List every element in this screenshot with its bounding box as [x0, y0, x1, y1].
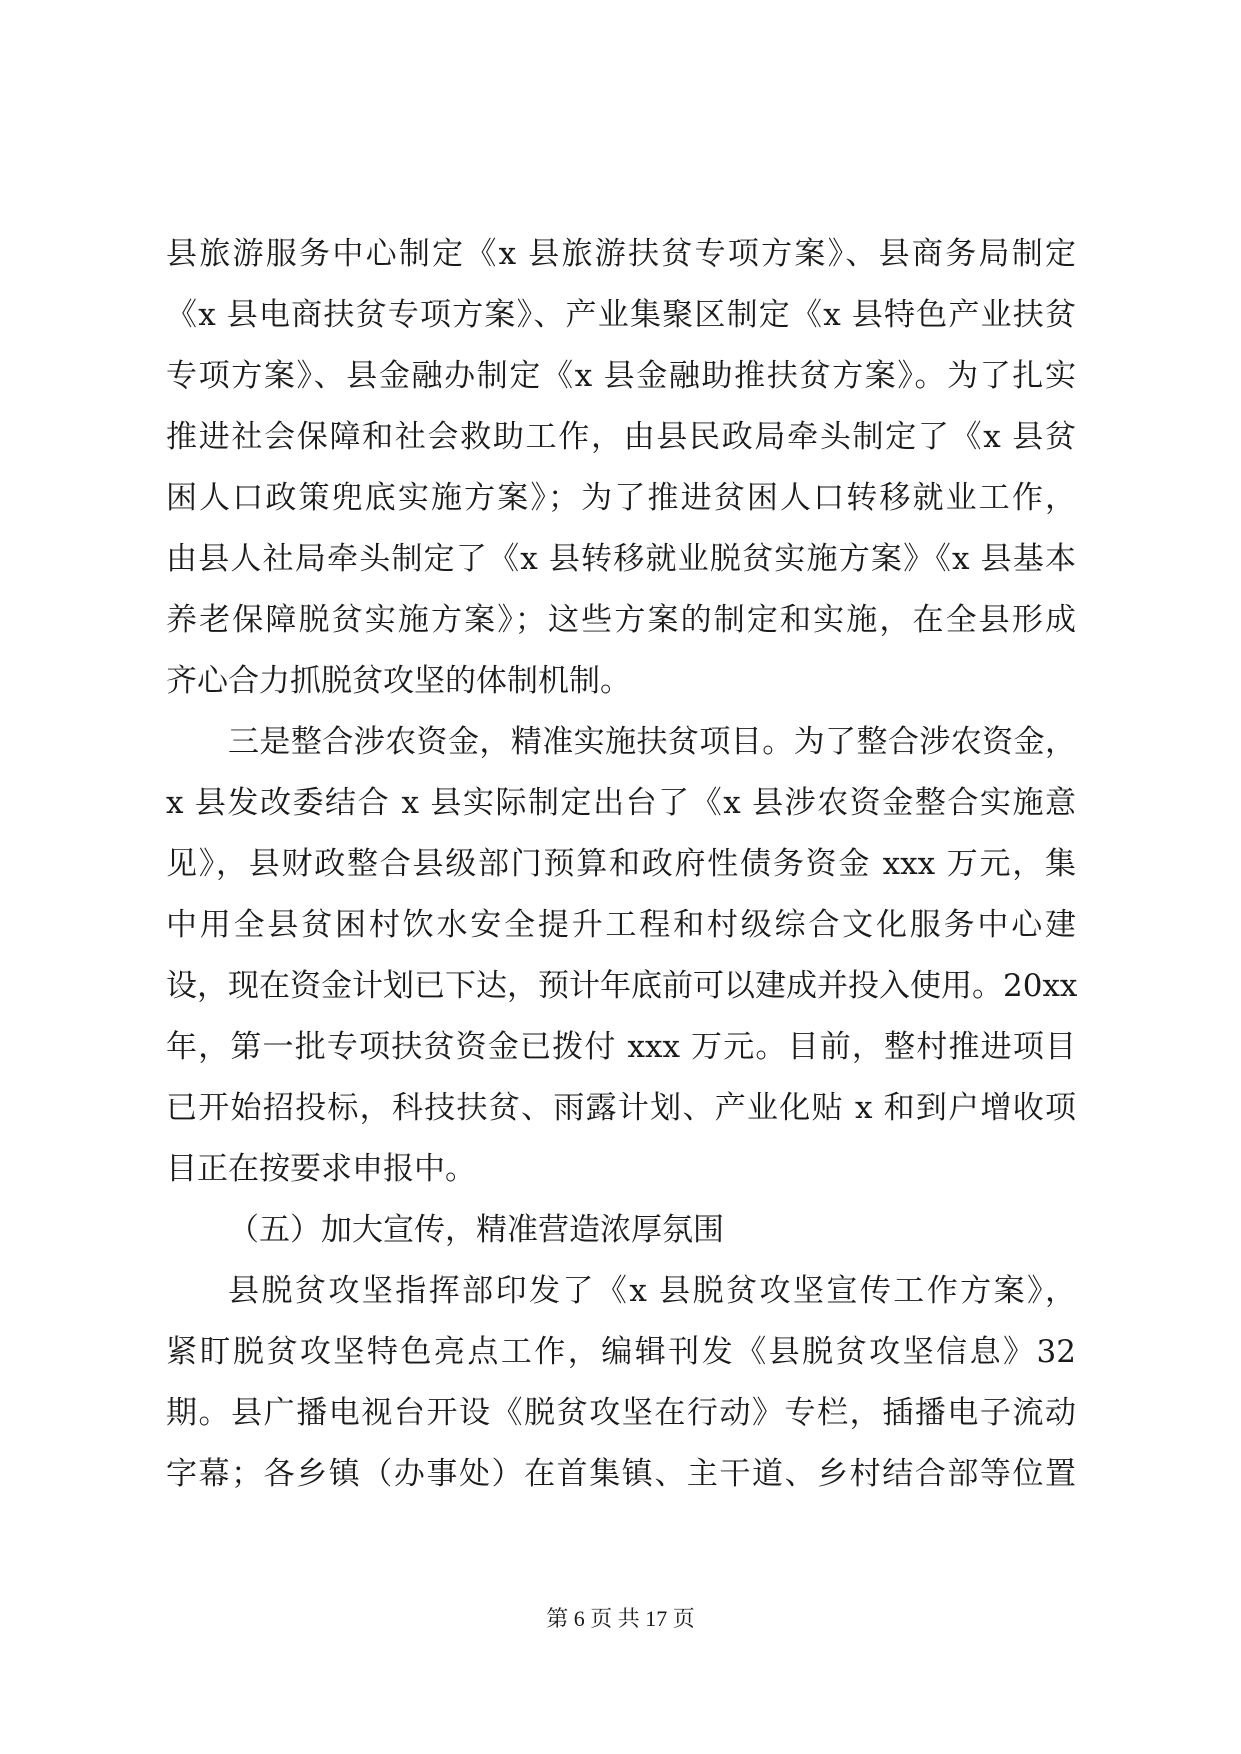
text-line: 三是整合涉农资金，精准实施扶贫项目。为了整合涉农资金， [228, 724, 1076, 760]
text-line: 《x 县电商扶贫专项方案》、产业集聚区制定《x 县特色产业扶贫 [166, 297, 1076, 333]
text-line: 紧盯脱贫攻坚特色亮点工作，编辑刊发《县脱贫攻坚信息》32 [166, 1334, 1076, 1370]
text-line: 县脱贫攻坚指挥部印发了《x 县脱贫攻坚宣传工作方案》， [228, 1273, 1076, 1309]
text-line: 年，第一批专项扶贫资金已拨付 xxx 万元。目前，整村推进项目 [166, 1029, 1076, 1065]
text-line: 推进社会保障和社会救助工作，由县民政局牵头制定了《x 县贫 [166, 419, 1076, 455]
text-line: 期。县广播电视台开设《脱贫攻坚在行动》专栏，插播电子流动 [166, 1395, 1076, 1431]
text-line: 字幕；各乡镇（办事处）在首集镇、主干道、乡村结合部等位置 [166, 1456, 1076, 1492]
text-line: 已开始招投标，科技扶贫、雨露计划、产业化贴 x 和到户增收项 [166, 1090, 1076, 1126]
text-line: x 县发改委结合 x 县实际制定出台了《x 县涉农资金整合实施意 [166, 785, 1076, 821]
text-line: 困人口政策兜底实施方案》；为了推进贫困人口转移就业工作， [166, 480, 1076, 516]
text-line: 由县人社局牵头制定了《x 县转移就业脱贫实施方案》《x 县基本 [166, 541, 1076, 577]
text-line: 设，现在资金计划已下达，预计年底前可以建成并投入使用。20xx [166, 968, 1078, 1004]
text-line: 齐心合力抓脱贫攻坚的体制机制。 [166, 663, 631, 699]
text-line: 专项方案》、县金融办制定《x 县金融助推扶贫方案》。为了扎实 [166, 358, 1076, 394]
body-text [166, 224, 1076, 1505]
text-line: 县旅游服务中心制定《x 县旅游扶贫专项方案》、县商务局制定 [166, 236, 1076, 272]
text-line: 养老保障脱贫实施方案》；这些方案的制定和实施，在全县形成 [166, 602, 1076, 638]
text-line: （五）加大宣传，精准营造浓厚氛围 [228, 1212, 724, 1248]
text-line: 见》，县财政整合县级部门预算和政府性债务资金 xxx 万元，集 [166, 846, 1076, 882]
text-line: 中用全县贫困村饮水安全提升工程和村级综合文化服务中心建 [166, 907, 1076, 943]
text-line: 目正在按要求申报中。 [166, 1151, 476, 1187]
page-footer: 第 6 页 共 17 页 [546, 1606, 695, 1631]
